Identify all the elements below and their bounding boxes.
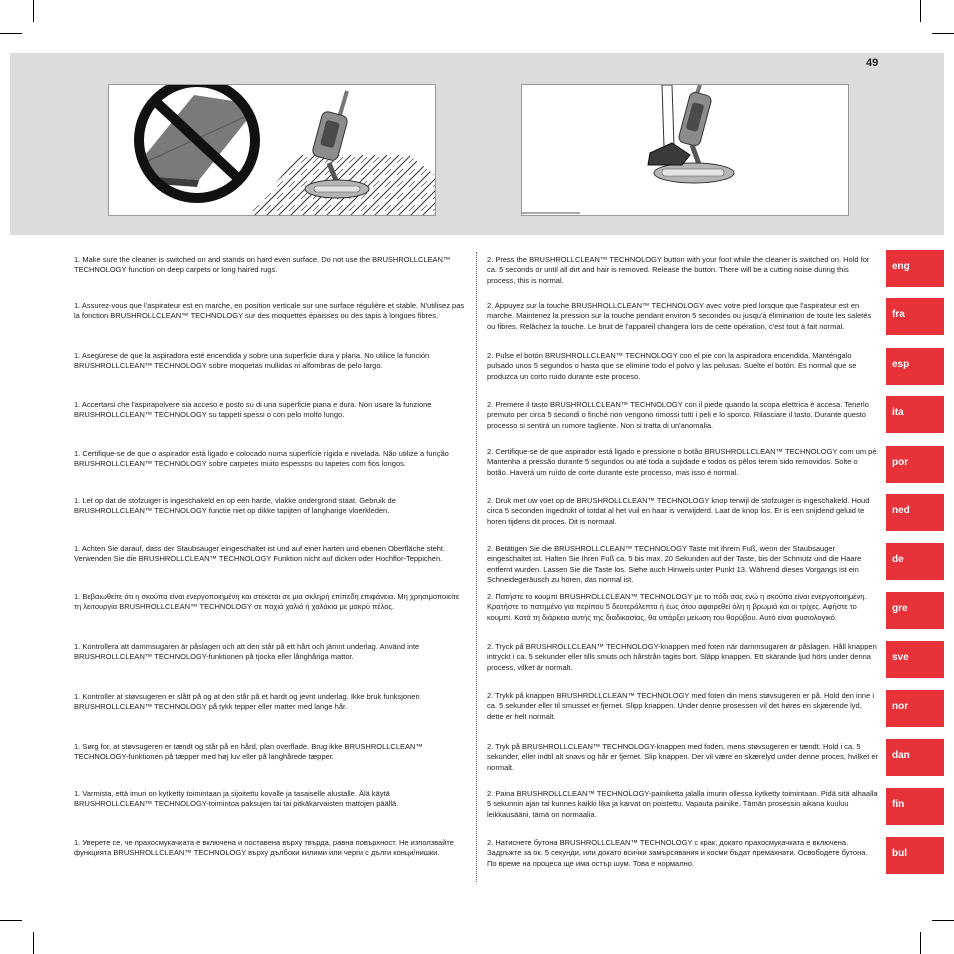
dan-step1: 1. Sørg for, at støvsugeren er tændt og står på en hård, plan overflade. Brug ikke BRUSHROLLCLEAN™ TECHNOLOGY-funktionen på tæpper med høj luv eller på langhårede tæpper.	[74, 742, 423, 762]
de-step1: 1. Achten Sie darauf, dass der Staubsauger eingeschaltet ist und auf einer harten und ebenen Oberfläche steht. Verwenden Sie die BRUSHROLLCLEAN™ TECHNOLOGY Funktion nicht auf dicken oder Hochflor-Teppichen.	[74, 544, 446, 564]
por-step1: 1. Certifique-se de que o aspirador está ligado e colocado numa superfície rígida e nivelada. Não utilize a função BRUSHROLLCLEAN™ TECHNOLOGY sobre carpetes muito espessos ou tapetes com fios longos.	[74, 449, 449, 469]
foot-press-illustration	[521, 84, 849, 216]
lang-tab-dan: dan	[886, 739, 944, 776]
crop-mark	[33, 932, 34, 954]
page-number: 49	[866, 57, 879, 69]
ned-step2: 2. Druk met uw voet op de BRUSHROLLCLEAN™ TECHNOLOGY knop terwijl de stofzuiger is ingeschakeld. Houd circa 5 seconden ingedrukt of totdat al het vuil en haar is verwijderd. Laat de knop los. Er is een snijdend geluid te horen tijdens dit proces. Dit is normaal.	[487, 496, 870, 526]
lang-tab-esp: esp	[886, 348, 944, 385]
esp-step1: 1. Asegúrese de que la aspiradora esté encendida y sobre una superficie dura y plana. No utilice la función BRUSHROLLCLEAN™ TECHNOLOGY sobre moquetas mullidas ni alfombras de pelo largo.	[74, 351, 430, 371]
fin-step2: 2. Paina BRUSHROLLCLEAN™ TECHNOLOGY-painiketta jalalla imurin ollessa kytketty toimintaan. Pidä sitä alhaalla 5 sekunnin ajan tai kunnes kaikki lika ja karvat on poistettu. Vapauta painike. Tämän prosessin aikana kuuluu leikkausääni, tämä on normaalia.	[487, 789, 878, 819]
de-step2: 2. Betätigen Sie die BRUSHROLLCLEAN™ TECHNOLOGY Taste mit Ihrem Fuß, wenn der Staubsauger eingeschaltet ist. Halten Sie Ihren Fuß ca. 5 bis max. 20 Sekunden auf der Taste, bis der Schmutz und die Haare entfernt wurden. Lassen Sie die Taste los. Siehe auch Hinweis unter Punkt 13. Während dieses Vorgangs ist ein Schneidegeräusch zu hören, das normal ist.	[487, 544, 862, 585]
lang-tab-fin: fin	[886, 788, 944, 825]
lang-tab-por: por	[886, 446, 944, 483]
crop-mark	[920, 932, 921, 954]
no-carpet-illustration	[108, 84, 436, 216]
crop-mark	[920, 0, 921, 22]
ita-step2: 2. Premere il tasto BRUSHROLLCLEAN™ TECHNOLOGY con il piede quando la scopa elettrica è accesa. Tenerlo premuto per circa 5 secondi o finché non vengono rimossi tutti i peli e lo sporco. Rilasciare il tasto. Durante questo processo si sentirà un rumore tagliente. Non si tratta di un'anomalia.	[487, 400, 869, 430]
crop-mark	[0, 920, 22, 921]
por-step2: 2. Certifique-se de que aspirador está ligado e pressione o botão BRUSHROLLCLEAN™ TECHNOLOGY com um pé. Mantenha a pressão durante 5 segundos ou até toda a sujidade e todos os pêlos terem sido removidos. Solte o botão. Haverá um ruído de corte durante este processo, mas isso é normal.	[487, 447, 879, 477]
crop-mark	[932, 920, 954, 921]
lang-tab-ita: ita	[886, 396, 944, 433]
fra-step2: 2. Appuyez sur la touche BRUSHROLLCLEAN™ TECHNOLOGY avec votre pied lorsque que l'aspirateur est en marche. Maintenez la pression sur la touche pendant environ 5 secondes ou jusqu'à élimination de toute les saletés ou fibres. Relâchez la touche. Le bruit de l'appareil changera lors de cette opération, c'est tout à fait normal.	[487, 301, 872, 331]
esp-step2: 2. Pulse el botón BRUSHROLLCLEAN™ TECHNOLOGY con el pie con la aspiradora encendida. Manténgalo pulsado unos 5 segundos o hasta que se elimine todo el polvo y las pelusas. Suelte el botón. Es normal que se produzca un corto ruido durante este proceso.	[487, 351, 857, 381]
dan-step2: 2. Tryk på BRUSHROLLCLEAN™ TECHNOLOGY-knappen med foden, mens støvsugeren er tændt. Hold i ca. 5 sekunder, eller indtil alt snavs og hår er fjernet. Slip knappen. Der vil være en skærelyd under denne proces, hvilket er normalt.	[487, 742, 879, 772]
crop-mark	[33, 0, 34, 22]
lang-tab-fra: fra	[886, 298, 944, 335]
bul-step1: 1. Уверете се, че прахосмукачката е включена и поставена върху твърда, равна повърхност. Не използвайте функцията BRUSHROLLCLEAN™ TECHNOLOGY върху дълбоки килими или черги с дълги конци/нишки.	[74, 838, 454, 858]
foot-on-button-icon	[522, 85, 848, 215]
sve-step1: 1. Kontrollera att dammsugaren är påslagen och att den står på ett hårt och jämnt underlag. Använd inte BRUSHROLLCLEAN™ TECHNOLOGY-funktionen på tjocka eller långhåriga mattor.	[74, 642, 420, 662]
lang-tab-ned: ned	[886, 494, 944, 531]
gre-step2: 2. Πατήστε το κουμπί BRUSHROLLCLEAN™ TECHNOLOGY με το πόδι σας ενώ η σκούπα είναι ενεργοποιημένη. Κρατήστε το πατημένο για περίπου 5 δευτερόλεπτα ή έως ότου αφαιρεθεί όλη η βρωμιά και οι τρίχες. Αφήστε το κουμπί. Κατά τη διάρκεια αυτής της διαδικασίας, θα υπάρξει μείωση του θορύβου. Αυτό είναι φυσιολογικό.	[487, 592, 867, 622]
lang-tab-eng: eng	[886, 250, 944, 287]
lang-tab-gre: gre	[886, 592, 944, 629]
column-divider	[476, 252, 477, 882]
prohibited-carpet-icon	[109, 85, 435, 215]
gre-step1: 1. Βεβαιωθείτε ότι η σκούπα είναι ενεργοποιημένη και στέκεται σε μια σκληρή επίπεδη επιφάνεια. Μη χρησιμοποιείτε τη λειτουργία BRUSHROLLCLEAN™ TECHNOLOGY σε παχιά χαλιά ή χαλάκια με μακρύ πέλος.	[74, 592, 460, 612]
crop-mark	[932, 33, 954, 34]
eng-step2: 2. Press the BRUSHROLLCLEAN™ TECHNOLOGY button with your foot while the cleaner is switched on. Hold for ca. 5 seconds or until all dirt and hair is removed. Release the button. There will be a cutting noise during this process, this is normal.	[487, 255, 870, 285]
lang-tab-bul: bul	[886, 837, 944, 874]
lang-tab-nor: nor	[886, 690, 944, 727]
lang-tab-sve: sve	[886, 641, 944, 678]
sve-step2: 2. Tryck på BRUSHROLLCLEAN™ TECHNOLOGY-knappen med foten när dammsugaren är påslagen. Håll knappen intryckt i ca. 5 sekunder eller tills smuts och hårstrån tagits bort. Släpp knappen. Ett skärande ljud hörs under denna process, vilket är normalt.	[487, 642, 877, 672]
fra-step1: 1. Assurez-vous que l'aspirateur est en marche, en position verticale sur une surface régulière et stable. N'utilisez pas la fonction BRUSHROLLCLEAN™ TECHNOLOGY sur des moquettes épaisses ou des tapis à longues fibres.	[74, 301, 465, 321]
ita-step1: 1. Accertarsi che l'aspirapolvere sia acceso e posto su di una superficie piana e dura. Non usare la funzione BRUSHROLLCLEAN™ TECHNOLOGY su tappeti spessi o con pelo molto lungo.	[74, 400, 432, 420]
bul-step2: 2. Натиснете бутона BRUSHROLLCLEAN™ TECHNOLOGY с крак, докато прахосмукачката е включена. Задръжте за ок. 5 секунди, или докато всички замърсявания и косми бъдат премахнати. Освободете бутона. По време на процеса ще има остър шум. Това е нормално.	[487, 838, 868, 868]
crop-mark	[0, 33, 22, 34]
nor-step2: 2. Trykk på knappen BRUSHROLLCLEAN™ TECHNOLOGY med foten din mens støvsugeren er på. Hold den inne i ca. 5 sekunder eller til smusset er fjernet. Slipp knappen. Under denne prosessen vil det høres en skjærende lyd, dette er helt normalt.	[487, 691, 874, 721]
ned-step1: 1. Let op dat de stofzuiger is ingeschakeld en op een harde, vlakke ondergrond staat. Gebruik de BRUSHROLLCLEAN™ TECHNOLOGY functie niet op dikke tapijten of langharige vloerkleden.	[74, 496, 396, 516]
eng-step1: 1. Make sure the cleaner is switched on and stands on hard even surface. Do not use the BRUSHROLLCLEAN™ TECHNOLOGY function on deep carpets or long haired rugs.	[74, 255, 451, 275]
nor-step1: 1. Kontroller at støvsugeren er slått på og at den står på et hardt og jevnt underlag. Ikke bruk funksjonen BRUSHROLLCLEAN™ TECHNOLOGY på tykk tepper eller matter med lange hår.	[74, 692, 420, 712]
fin-step1: 1. Varmista, että imuri on kytketty toimintaan ja sijoitettu kovalle ja tasaiselle alustalle. Älä käytä BRUSHROLLCLEAN™ TECHNOLOGY-toimintoa paksujen tai tai pitkäkarvaisten mattojen päällä.	[74, 789, 399, 809]
lang-tab-de: de	[886, 543, 944, 580]
